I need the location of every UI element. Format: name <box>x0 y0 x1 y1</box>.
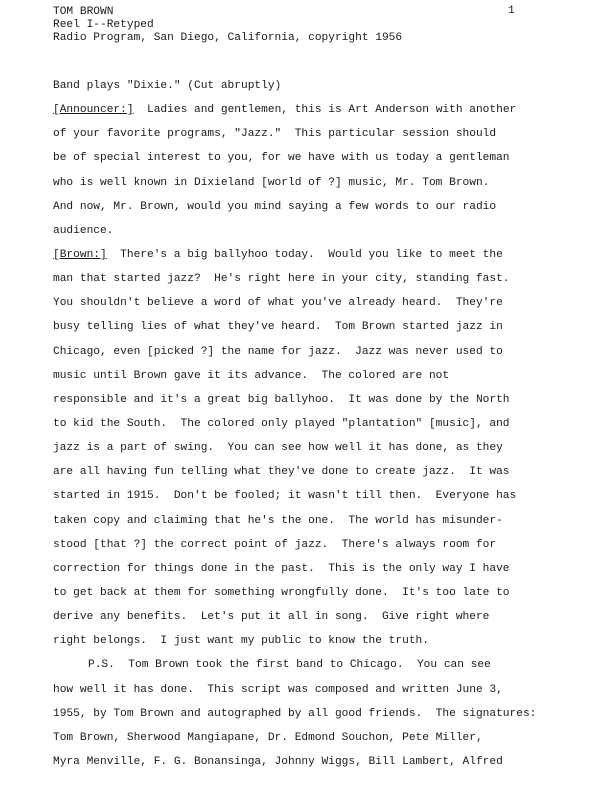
line-text: 1955, by Tom Brown and autographed by all good friends. The signatures: <box>53 707 537 720</box>
line-text: stood [that ?] the correct point of jazz. There's always room for <box>53 538 497 551</box>
line-text: to kid the South. The colored only played "plantation" [music], and <box>53 417 510 430</box>
transcript-line <box>53 200 583 224</box>
page-number: 1 <box>508 5 515 17</box>
line-text: busy telling lies of what they've heard. Tom Brown started jazz in <box>53 321 503 334</box>
transcript-line <box>53 755 583 779</box>
line-text: be of special interest to you, for we have with us today a gentleman <box>53 152 510 165</box>
speaker-label: [Announcer:] <box>53 104 134 117</box>
header-name: TOM BROWN <box>53 6 114 18</box>
header-reel: Reel I--Retyped <box>53 19 154 31</box>
transcript-line <box>53 151 583 175</box>
transcript-line <box>53 634 583 658</box>
line-text: You shouldn't believe a word of what you've already heard. They're <box>53 297 503 310</box>
transcript-line <box>53 369 583 393</box>
transcript-line <box>53 127 583 151</box>
transcript-line <box>53 514 583 538</box>
transcript-line <box>53 345 583 369</box>
line-text: And now, Mr. Brown, would you mind saying a few words to our radio <box>53 200 497 213</box>
transcript-line <box>53 103 583 127</box>
line-text: P.S. Tom Brown took the first band to Chicago. You can see <box>88 659 491 672</box>
transcript-line <box>53 683 583 707</box>
line-text: started in 1915. Don't be fooled; it wasn't till then. Everyone has <box>53 490 517 503</box>
line-text: man that started jazz? He's right here in your city, standing fast. <box>53 273 510 286</box>
transcript-line <box>53 586 583 610</box>
transcript-line <box>53 176 583 200</box>
transcript-line <box>53 465 583 489</box>
line-text: jazz is a part of swing. You can see how well it has done, as they <box>53 442 503 455</box>
line-text: audience. <box>53 224 114 237</box>
line-text: There's a big ballyhoo today. Would you like to meet the <box>106 248 503 261</box>
transcript-line <box>53 610 583 634</box>
transcript-line <box>53 248 583 272</box>
line-text: responsible and it's a great big ballyhoo. It was done by the North <box>53 393 510 406</box>
transcript-line <box>53 441 583 465</box>
line-text: of your favorite programs, "Jazz." This particular session should <box>53 128 497 141</box>
transcript-line <box>53 731 583 755</box>
header-source: Radio Program, San Diego, California, copyright 1956 <box>53 32 403 44</box>
line-text: correction for things done in the past. This is the only way I have <box>53 562 510 575</box>
transcript-line <box>53 224 583 248</box>
transcript-line <box>53 538 583 562</box>
line-text: how well it has done. This script was composed and written June 3, <box>53 683 503 696</box>
line-text: to get back at them for something wrongfully done. It's too late to <box>53 586 510 599</box>
line-text: taken copy and claiming that he's the one. The world has misunder- <box>53 514 503 527</box>
transcript-line <box>53 272 583 296</box>
transcript-line <box>53 658 583 682</box>
transcript-line <box>53 79 583 103</box>
line-text: Myra Menville, F. G. Bonansinga, Johnny Wiggs, Bill Lambert, Alfred <box>53 755 503 768</box>
transcript-line <box>53 562 583 586</box>
transcript-line <box>53 393 583 417</box>
line-text: Band plays "Dixie." (Cut abruptly) <box>53 80 282 92</box>
transcript-line <box>53 320 583 344</box>
line-text: are all having fun telling what they've done to create jazz. It was <box>53 466 510 479</box>
transcript-line <box>53 489 583 513</box>
transcript-line <box>53 296 583 320</box>
line-text: music until Brown gave it its advance. The colored are not <box>53 369 450 382</box>
line-text: derive any benefits. Let's put it all in song. Give right where <box>53 611 490 624</box>
line-text: who is well known in Dixieland [world of ?] music, Mr. Tom Brown. <box>53 176 490 189</box>
transcript-line <box>53 417 583 441</box>
line-text: right belongs. I just want my public to know the truth. <box>53 635 429 648</box>
transcript-body <box>53 79 583 779</box>
speaker-label: [Brown:] <box>53 248 107 261</box>
line-text: Ladies and gentlemen, this is Art Anderson with another <box>133 104 517 117</box>
line-text: Tom Brown, Sherwood Mangiapane, Dr. Edmond Souchon, Pete Miller, <box>53 731 483 744</box>
transcript-line <box>53 707 583 731</box>
line-text: Chicago, even [picked ?] the name for jazz. Jazz was never used to <box>53 345 503 358</box>
